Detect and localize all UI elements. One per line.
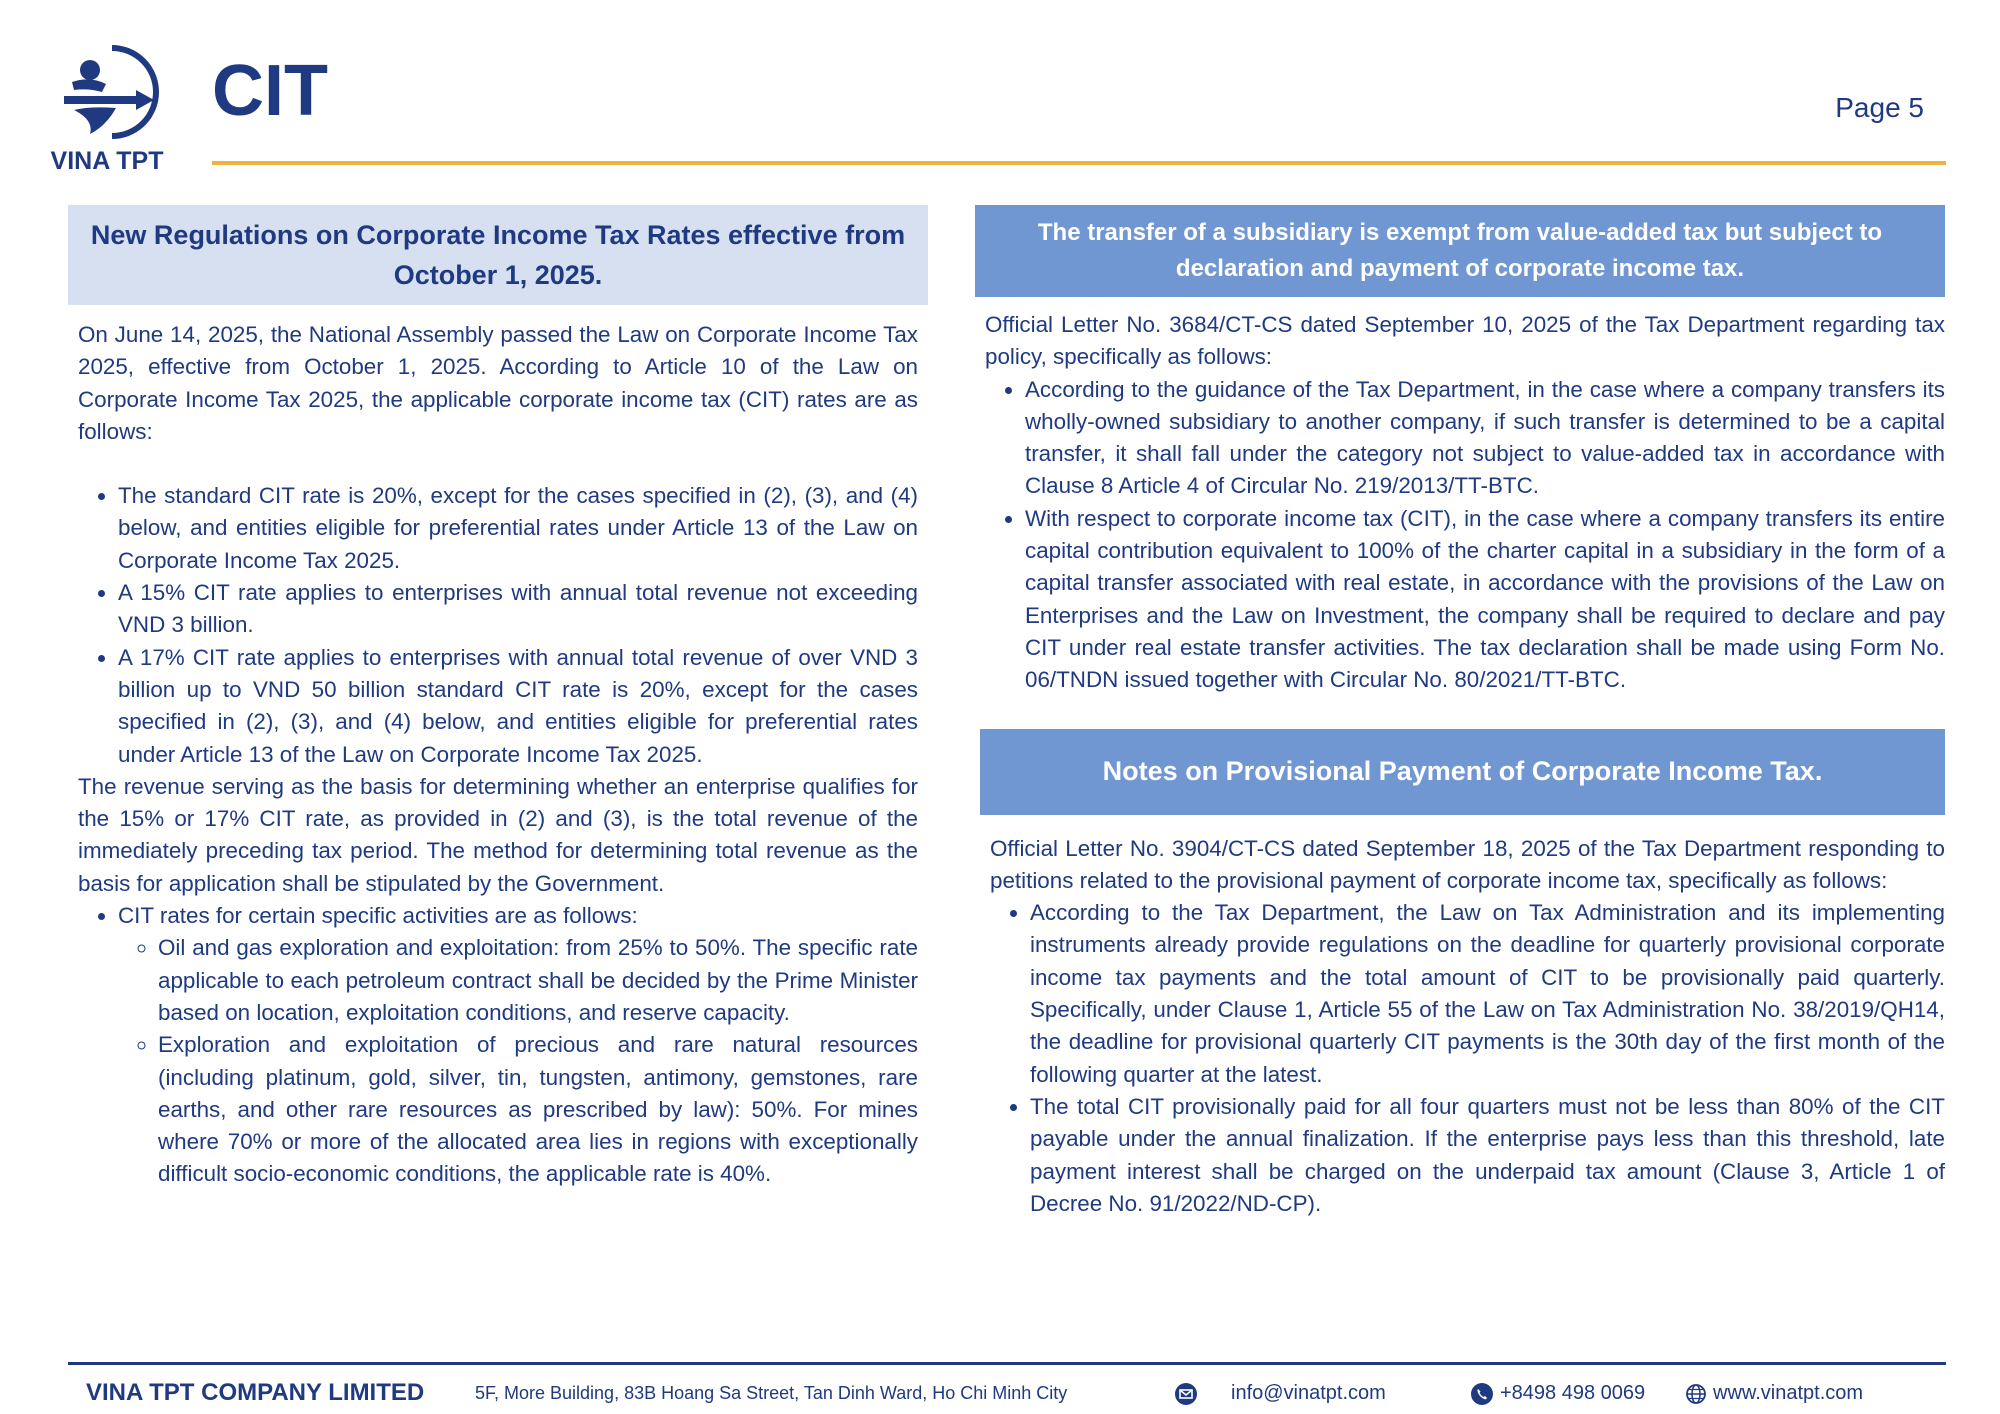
- footer-phone[interactable]: +8498 498 0069: [1500, 1382, 1646, 1404]
- list-item: • A 17% CIT rate applies to enterprises with annual total revenue of over VND 3 billion up to VND 50 billion standard CIT rate is 20%, except for the cases specified in (2), (3), and (4) below, and entities eligible for preferential rates under Article 13 of the Law on Corporate Income Tax 2025.: [118, 642, 918, 771]
- provisional-payment-intro: Official Letter No. 3904/CT-CS dated September 18, 2025 of the Tax Department responding to petitions related to the provisional payment of corporate income tax, specifically as follows:: [990, 835, 1945, 893]
- cit-rates-intro: On June 14, 2025, the National Assembly passed the Law on Corporate Income Tax 2025, effective from October 1, 2025. According to Article 10 of the Law on Corporate Income Tax 2025, the applicable corporate income tax (CIT) rates are as follows:: [78, 322, 918, 444]
- provisional-payment-heading: Notes on Provisional Payment of Corporate Income Tax.: [980, 729, 1945, 815]
- globe-icon: [1685, 1383, 1707, 1414]
- list-item: [118, 900, 918, 1191]
- footer-address: 5F, More Building, 83B Hoang Sa Street, Tan Dinh Ward, Ho Chi Minh City: [475, 1383, 1068, 1403]
- archer-logo-icon: [60, 44, 160, 144]
- sub-list-item: ◦ Exploration and exploitation of precious and rare natural resources (including platinum, gold, silver, tin, tungsten, antimony, gemstones, rare earths, and other rare resources as prescribed by law): 50%. For mines where 70% or more of the allocated area lies in regions with exceptionally difficult socio-economic conditions, the applicable rate is 40%.: [158, 1029, 918, 1190]
- page-number: Page 5: [1835, 92, 1924, 123]
- list-item: • According to the guidance of the Tax Department, in the case where a company transfers its wholly-owned subsidiary to another company, if such transfer is determined to be a capital transfer, it shall fall under the category not subject to value-added tax in accordance with Clause 8 Article 4 of Circular No. 219/2013/TT-BTC.: [1025, 374, 1945, 503]
- subsidiary-transfer-list: [985, 374, 1945, 697]
- cit-rates-body: [68, 319, 928, 1191]
- cit-rates-list: [78, 480, 918, 771]
- company-logo: [42, 44, 172, 179]
- list-item: • According to the Tax Department, the Law on Tax Administration and its implementing instruments already provide regulations on the deadline for quarterly provisional corporate income tax payments and the total amount of CIT to be provisionally paid quarterly. Specifically, under Clause 1, Article 55 of the Law on Tax Administration No. 38/2019/QH14, the deadline for provisional quarterly CIT payments is the 30th day of the first month of the following quarter at the latest.: [1030, 897, 1945, 1091]
- provisional-payment-list: [990, 897, 1945, 1220]
- footer-email[interactable]: info@vinatpt.com: [1231, 1382, 1386, 1404]
- logo-text: VINA TPT: [50, 147, 164, 175]
- spacer: [78, 448, 918, 480]
- subsidiary-transfer-heading: The transfer of a subsidiary is exempt from value-added tax but subject to declaration and payment of corporate income tax.: [975, 205, 1945, 297]
- sub-list-item: ◦ Oil and gas exploration and exploitation: from 25% to 50%. The specific rate applicable to each petroleum contract shall be decided by the Prime Minister based on location, exploitation conditions, and reserve capacity.: [158, 932, 918, 1029]
- list-item: • With respect to corporate income tax (CIT), in the case where a company transfers its entire capital contribution equivalent to 100% of the charter capital in a subsidiary in the form of a capital transfer associated with real estate, in accordance with the provisions of the Law on Enterprises and the Law on Investment, the company shall be required to declare and pay CIT under real estate transfer activities. The tax declaration shall be made using Form No. 06/TNDN issued together with Circular No. 80/2021/TT-BTC.: [1025, 503, 1945, 697]
- footer-divider: [68, 1362, 1946, 1365]
- footer-company-name: VINA TPT COMPANY LIMITED: [86, 1379, 425, 1406]
- left-column: [68, 205, 928, 1191]
- footer-website[interactable]: www.vinatpt.com: [1713, 1382, 1864, 1404]
- subsidiary-transfer-intro: Official Letter No. 3684/CT-CS dated September 10, 2025 of the Tax Department regarding tax policy, specifically as follows:: [985, 312, 1945, 370]
- header-divider: [212, 161, 1946, 165]
- provisional-payment-body: [975, 833, 1945, 1221]
- mail-icon: [1175, 1383, 1197, 1414]
- subsidiary-transfer-body: [975, 309, 1945, 697]
- revenue-basis-paragraph: The revenue serving as the basis for determining whether an enterprise qualifies for the 15% or 17% CIT rate, as provided in (2) and (3), is the total revenue of the immediately preceding tax period. The method for determining total revenue as the basis for application shall be stipulated by the Government.: [78, 773, 918, 896]
- list-item: • The total CIT provisionally paid for all four quarters must not be less than 80% of the CIT payable under the annual finalization. If the enterprise pays less than this threshold, late payment interest shall be charged on the underpaid tax amount (Clause 3, Article 1 of Decree No. 91/2022/ND-CP).: [1030, 1091, 1945, 1220]
- right-column: [975, 205, 1945, 1220]
- list-item: • A 15% CIT rate applies to enterprises with annual total revenue not exceeding VND 3 billion.: [118, 577, 918, 642]
- cit-rates-heading: New Regulations on Corporate Income Tax Rates effective from October 1, 2025.: [68, 205, 928, 305]
- phone-icon: [1471, 1383, 1493, 1414]
- list-item: • The standard CIT rate is 20%, except for the cases specified in (2), (3), and (4) below, and entities eligible for preferential rates under Article 13 of the Law on Corporate Income Tax 2025.: [118, 480, 918, 577]
- specific-activities-list: [78, 900, 918, 1191]
- footer: [68, 1378, 1946, 1408]
- page-title: CIT: [212, 51, 328, 131]
- specific-activities-label: CIT rates for certain specific activities are as follows:: [118, 903, 638, 929]
- sub-list: [118, 932, 918, 1190]
